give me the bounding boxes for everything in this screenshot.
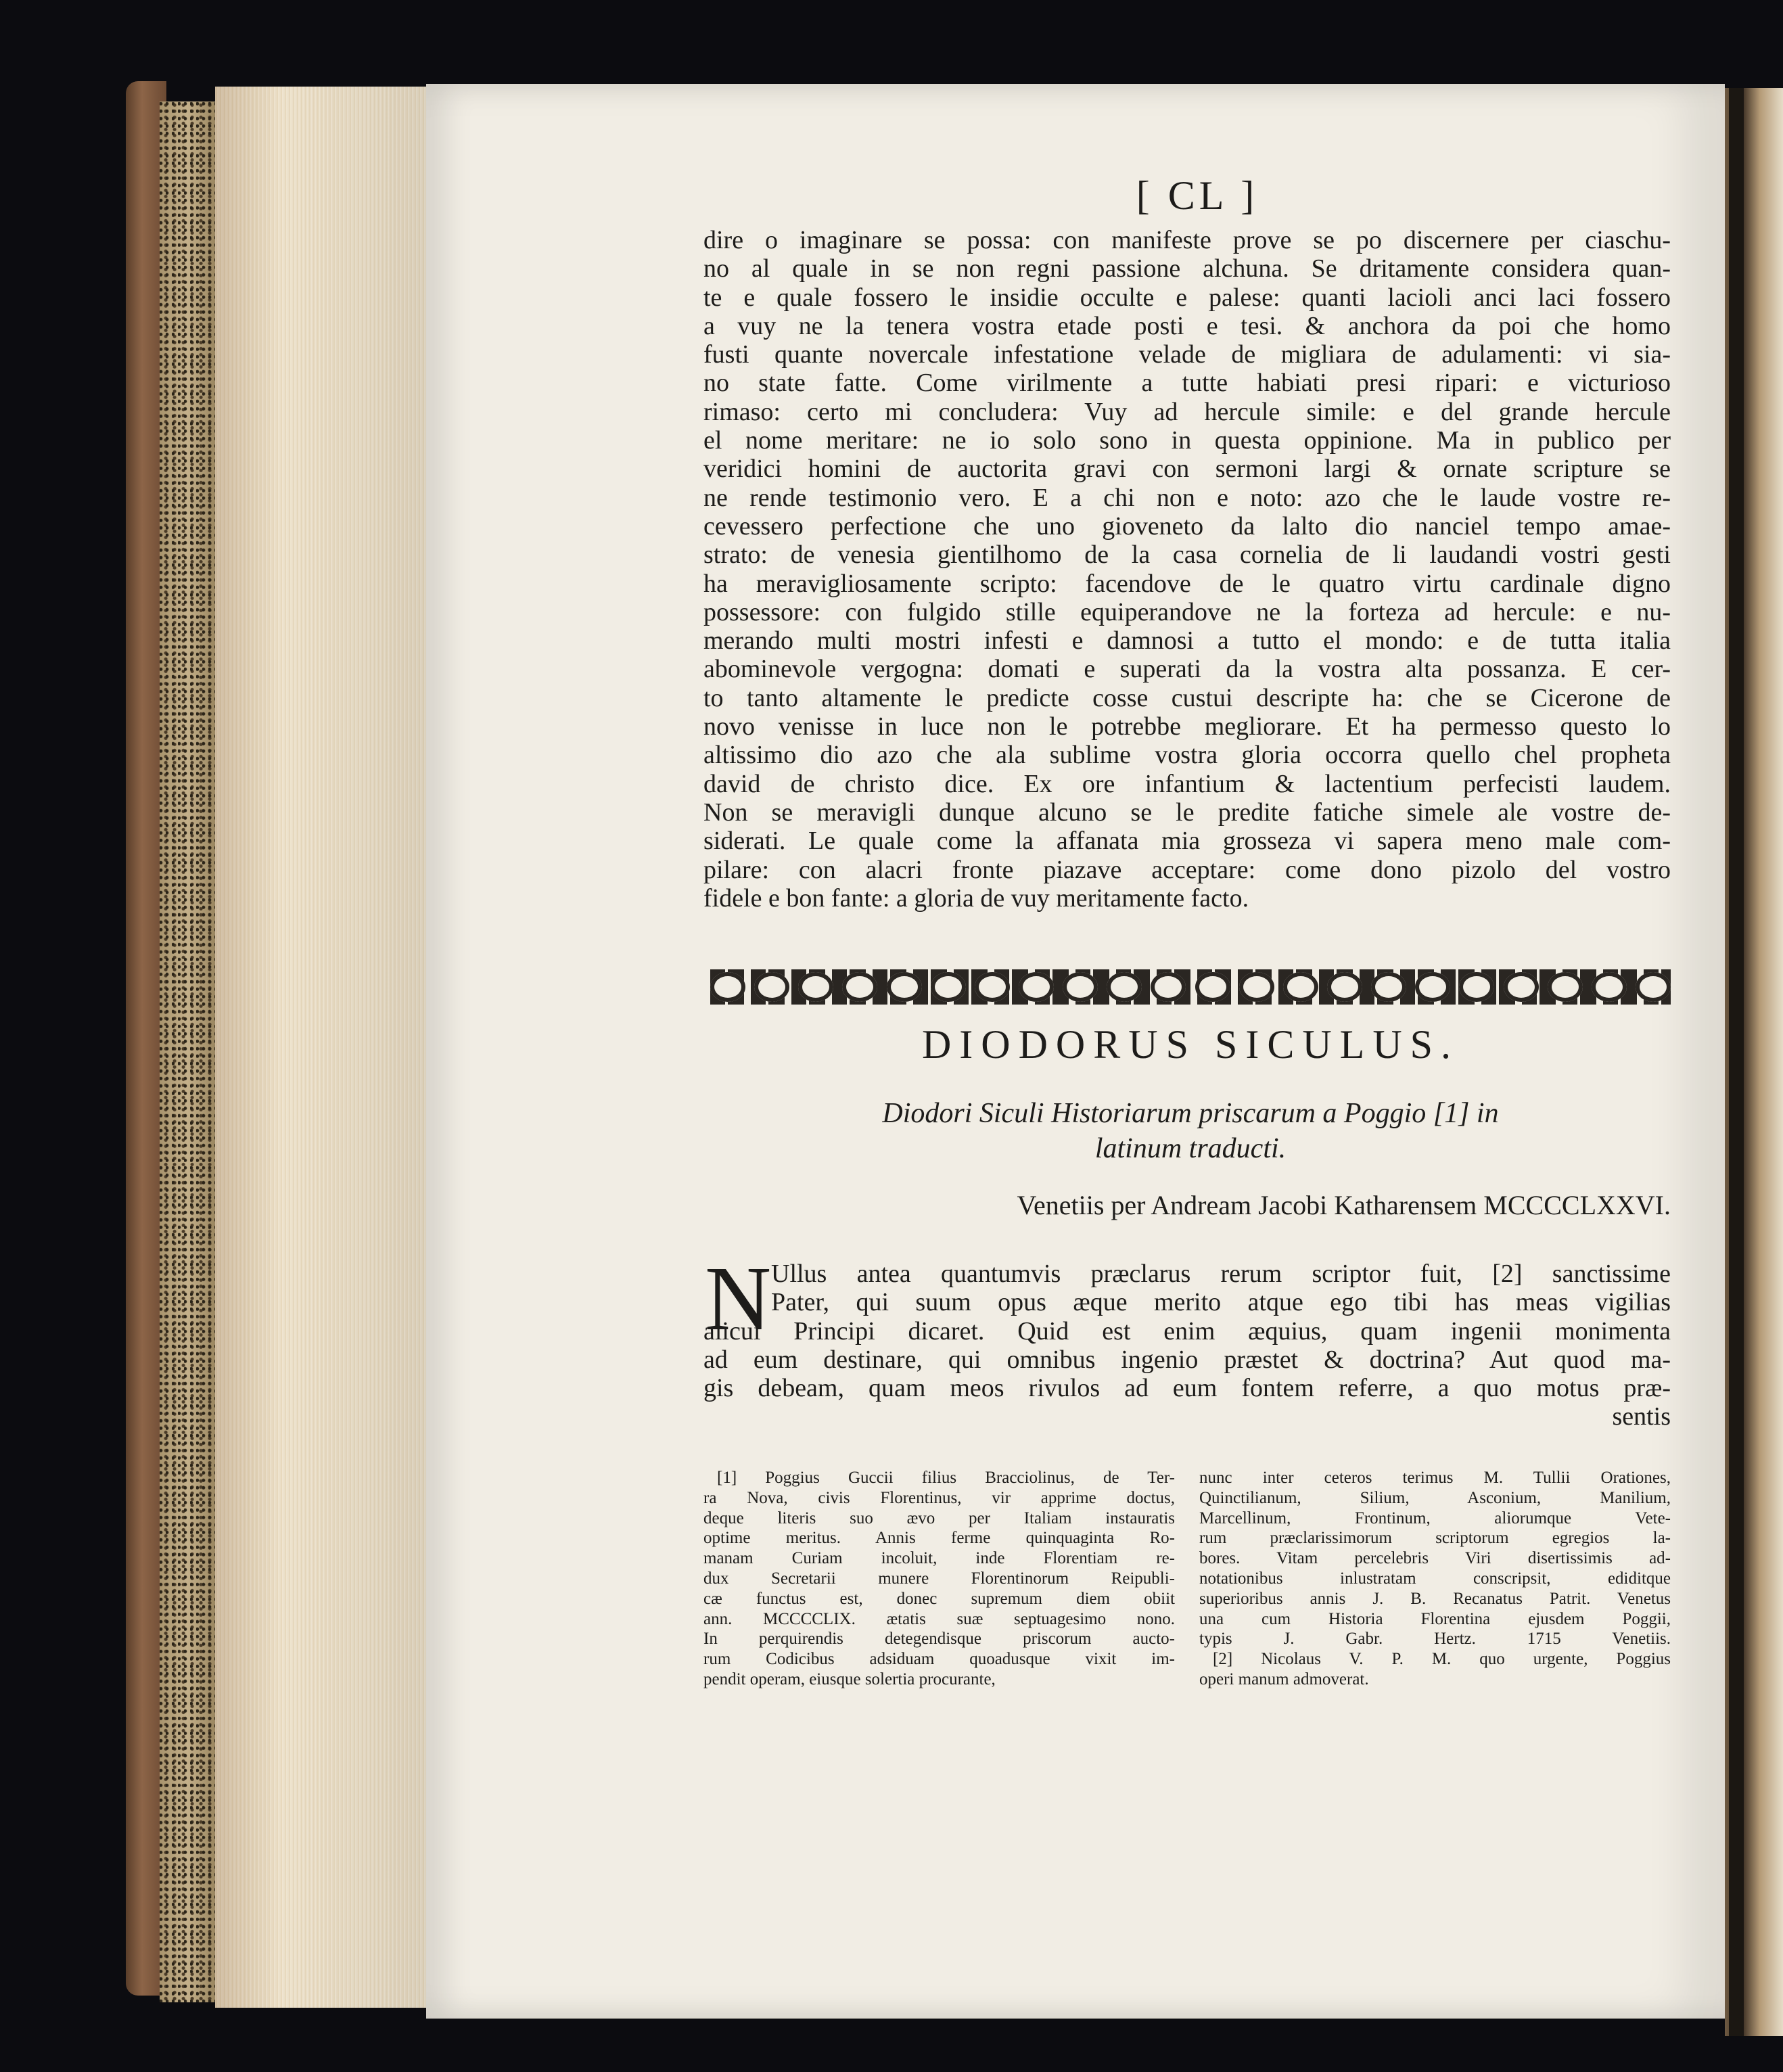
text-line: ne rende testimonio vero. E a chi non e noto: azo che le laude vostre re- [703, 483, 1671, 512]
text-line: sentis [1612, 1402, 1671, 1431]
text-line: altissimo dio azo che ala sublime vostra gloria occorra quello chel propheta [703, 741, 1671, 770]
text-line: novo venisse in luce non le potrebbe megliorare. Et ha permesso questo lo [703, 712, 1671, 741]
text-line: Marcellinum, Frontinum, aliorumque Vete- [1199, 1509, 1671, 1527]
page-number: [ CL ] [1136, 173, 1259, 218]
text-line: cevessero perfectione che uno gioveneto da lalto dio nanciel tempo amae- [703, 511, 1671, 540]
subtitle-line: Diodori Siculi Historiarum priscarum a Poggio [1] in [882, 1098, 1499, 1129]
text-line: david de christo dice. Ex ore infantium & lactentium perfecisti laudem. [703, 769, 1671, 798]
imprint-line: Venetiis per Andream Jacobi Katharensem MCCCCLXXVI. [1017, 1190, 1671, 1220]
text-line: ra Nova, civis Florentinus, vir apprime doctus, [703, 1488, 1175, 1507]
text-line: veridici homini de auctorita gravi con sermoni largi & ornate scripture se [703, 455, 1671, 484]
text-line: no state fatte. Come virilmente a tutte habiati presi ripari: e victurioso [703, 369, 1671, 398]
text-line: merando multi mostri infesti e damnosi a tutto el mondo: e de tutta italia [703, 626, 1671, 655]
text-line: pendit operam, eiusque solertia procurante, [703, 1670, 996, 1688]
text-line: ha meravigliosamente scripto: facendove de le quatro virtu cardinale digno [703, 569, 1671, 598]
text-line: pilare: con alacri fronte piazave acceptare: come dono pizolo del vostro [703, 855, 1671, 884]
text-line: manam Curiam incoluit, inde Florentiam re- [703, 1549, 1175, 1568]
text-line: deque literis suo ævo per Italiam instauratis [703, 1509, 1175, 1527]
footnote-column-right [1199, 1468, 1671, 1690]
section-title: DIODORUS SICULUS. [921, 1022, 1460, 1067]
text-line: Quinctilianum, Silium, Asconium, Manilium, [1199, 1488, 1671, 1507]
ornamental-divider [710, 969, 1671, 1005]
text-line: rum Codicibus adsiduam quoadusque vixit im- [703, 1650, 1175, 1669]
text-line: dire o imaginare se possa: con manifeste prove se po discernere per ciaschu- [703, 226, 1671, 254]
text-line: superioribus annis J. B. Recanatus Patrit. Venetus [1199, 1589, 1671, 1608]
text-line: cæ functus est, donec supremum diem obiit [703, 1589, 1175, 1608]
text-line: In perquirendis detegendisque priscorum aucto- [703, 1630, 1175, 1649]
footnote-column-left [703, 1468, 1175, 1690]
subtitle-line: latinum traducti. [1094, 1133, 1287, 1164]
text-line: siderati. Le quale come la affanata mia grosseza vi sapera meno male com- [703, 827, 1671, 856]
text-line: el nome meritare: ne io solo sono in questa oppinione. Ma in publico per [703, 426, 1671, 455]
text-line: notationibus inlustratam conscripsit, ediditque [1199, 1569, 1671, 1588]
text-line: nunc inter ceteros terimus M. Tullii Orationes, [1199, 1469, 1671, 1487]
text-line: operi manum admoverat. [1199, 1670, 1369, 1688]
text-line: ad eum destinare, qui omnibus ingenio præstet & doctrina? Aut quod ma- [703, 1345, 1671, 1374]
text-line: rimaso: certo mi concludera: Vuy ad hercule simile: e del grande hercule [703, 397, 1671, 426]
text-line: [2] Nicolaus V. P. M. quo urgente, Poggius [1213, 1650, 1671, 1669]
footnotes [703, 1468, 1671, 1690]
facing-page-edge [1725, 88, 1783, 2036]
text-line: no al quale in se non regni passione alchuna. Se dritamente considera quan- [703, 254, 1671, 283]
text-line: alicui Principi dicaret. Quid est enim æquius, quam ingenii monimenta [703, 1316, 1671, 1345]
text-line: rum præclarissimorum scriptorum egregios la- [1199, 1529, 1671, 1548]
text-line: te e quale fossero le insidie occulte e palese: quanti lacioli anci laci fossero [703, 283, 1671, 312]
page-edges [215, 87, 432, 2008]
text-line: optime meritus. Annis ferme quinquaginta Ro- [703, 1529, 1175, 1548]
text-line: strato: de venesia gientilhomo de la casa cornelia de li laudandi vostri gesti [703, 540, 1671, 570]
text-line: possessore: con fulgido stille equiperandove ne la forteza ad hercule: e nu- [703, 597, 1671, 626]
text-line: to tanto altamente le predicte cosse custui descripte ha: che se Cicerone de [703, 683, 1671, 712]
text-line: fidele e bon fante: a gloria de vuy meritamente facto. [703, 883, 1249, 913]
text-line: bores. Vitam percelebris Viri disertissimis ad- [1199, 1549, 1671, 1568]
text-line: ann. MCCCCLIX. ætatis suæ septuagesimo nono. [703, 1609, 1175, 1628]
text-line: una cum Historia Florentina ejusdem Poggii, [1199, 1609, 1671, 1628]
marbled-cover-board [160, 101, 215, 2002]
work-subtitle [737, 1096, 1644, 1166]
text-line: Non se meravigli dunque alcuno se le predite fatiche simele ale vostre de- [703, 798, 1671, 827]
text-line: fusti quante novercale infestatione velade de migliara de adulamenti: vi sia- [703, 340, 1671, 369]
text-line: [1] Poggius Guccii filius Bracciolinus, de Ter- [717, 1469, 1175, 1487]
dedication-text [703, 226, 1671, 913]
text-line: gis debeam, quam meos rivulos ad eum fontem referre, a quo motus præ- [703, 1374, 1671, 1403]
opening-paragraph [703, 1248, 1671, 1431]
text-line: typis J. Gabr. Hertz. 1715 Venetiis. [1199, 1630, 1671, 1649]
text-line: Ullus antea quantumvis præclarus rerum scriptor fuit, [2] sanctissime [771, 1260, 1671, 1288]
text-line: abominevole vergogna: domati e superati da la vostra alta possanza. E cer- [703, 655, 1671, 684]
text-line: a vuy ne la tenera vostra etade posti e tesi. & anchora da poi che homo [703, 311, 1671, 340]
text-line: dux Secretarii munere Florentinorum Reipubli- [703, 1569, 1175, 1588]
drop-cap: N [705, 1248, 772, 1350]
text-line: Pater, qui suum opus æque merito atque ego tibi has meas vigilias [771, 1288, 1671, 1317]
